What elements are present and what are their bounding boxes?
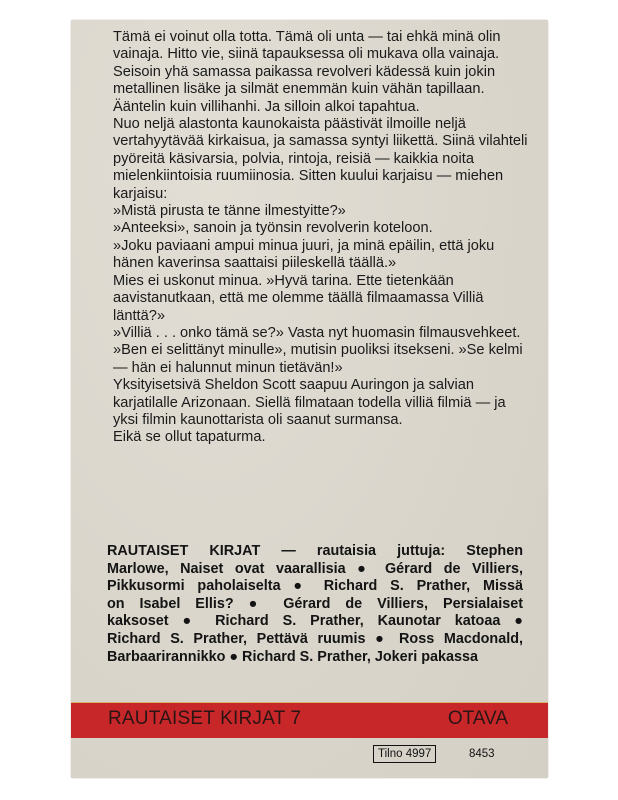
series-line: RAUTAISET KIRJAT — rautaisia juttuja: Stephen <box>107 543 523 559</box>
publisher-name: OTAVA <box>447 708 508 729</box>
series-label: RAUTAISET KIRJAT 7 <box>108 708 302 729</box>
series-line: Pikkusormi paholaiselta ● Richard S. Prather, Missä <box>107 578 523 595</box>
product-code: 8453 <box>469 748 495 760</box>
series-list <box>107 543 523 666</box>
book-back-cover <box>71 20 548 778</box>
series-line: Marlowe, Naiset ovat vaarallisia ● Gérard de Villiers, <box>107 560 523 577</box>
series-line: Richard S. Prather, Pettävä ruumis ● Ross Macdonald, <box>107 630 523 647</box>
blurb-paragraph: »Joku paviaani ampui minua juuri, ja minä epäilin, että joku hänen kaverinsa saattaisi piileskellä täällä.» <box>113 237 495 272</box>
blurb-paragraph: Eikä se ollut tapaturma. <box>113 429 266 446</box>
series-line: kaksoset ● Richard S. Prather, Kaunotar katoaa ● <box>107 613 523 630</box>
blurb-paragraph: »Villiä . . . onko tämä se?» Vasta nyt huomasin filmausvehkeet. »Ben ei selittänyt minulle», mutisin puoliksi itsekseni. »Se kelmi — hän ei halunnut minun tietävän!» <box>113 324 523 376</box>
blurb-paragraph: »Mistä pirusta te tänne ilmestyitte?» <box>113 203 346 220</box>
blurb-paragraph: »Anteeksi», sanoin ja työnsin revolverin koteloon. <box>113 220 433 237</box>
blurb-paragraph: Mies ei uskonut minua. »Hyvä tarina. Ette tietenkään aavistanutkaan, että me olemme täällä filmaamassa Villiä länttä?» <box>113 272 484 324</box>
series-band <box>71 702 548 738</box>
blurb-paragraph: Tämä ei voinut olla totta. Tämä oli unta — tai ehkä minä olin vainaja. Hitto vie, siinä tapauksessa oli mukava olla vainaja. Seisoin yhä samassa paikassa revolveri kädessä kuin jokin metallinen lisäke ja silmät enemmän kuin vähän tapillaan. Ääntelin kuin villihanhi. Ja silloin alkoi tapahtua. <box>113 29 501 115</box>
series-line: Barbaarirannikko ● Richard S. Prather, Jokeri pakassa <box>107 648 479 665</box>
blurb-paragraph: Yksityisetsivä Sheldon Scott saapuu Auringon ja salvian karjatilalle Arizonaan. Siellä filmataan todella villiä filmiä — ja yksi filmin kaunottarista oli saanut surmansa. <box>113 377 506 428</box>
series-line: on Isabel Ellis? ● Gérard de Villiers, Persialaiset <box>107 595 523 612</box>
blurb-text <box>113 29 533 447</box>
blurb-paragraph: Nuo neljä alastonta kaunokaista päästivät ilmoille neljä vertahyytävää kirkaisua, ja samassa syntyi liikettä. Siinä vilahteli pyöreitä käsivarsia, polvia, rintoja, reisiä — kaikkia noita mielenkiintoisia ruumiinosia. Sitten kuului karjaisu — miehen karjaisu: <box>113 116 528 202</box>
order-number-box: Tilno 4997 <box>373 745 436 763</box>
